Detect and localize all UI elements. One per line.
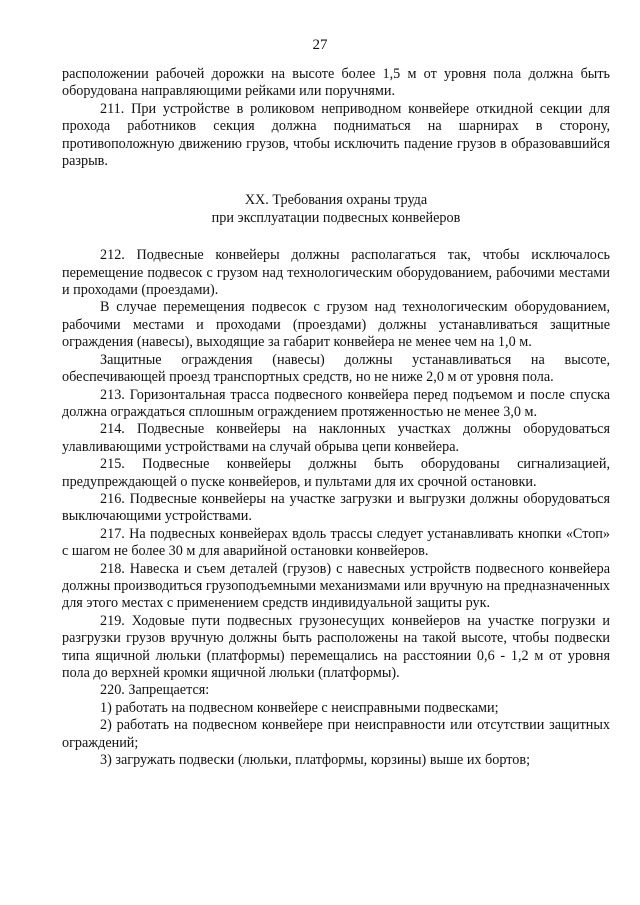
- page-number: 27: [312, 37, 328, 53]
- section-heading: [62, 192, 610, 227]
- paragraph-216: 216. Подвесные конвейеры на участке загрузки и выгрузки должны оборудоваться выключающими устройствами.: [62, 490, 610, 525]
- paragraph-212-part-2: В случае перемещения подвесок с грузом над технологическим оборудованием, рабочими местами и проходами (проездами) должны устанавливаться защитные ограждения (навесы), выходящие за габарит конвейера не менее чем на 1,0 м.: [62, 299, 610, 351]
- paragraph-217: 217. На подвесных конвейерах вдоль трассы следует устанавливать кнопки «Стоп» с шагом не более 30 м для аварийной остановки конвейеров.: [62, 525, 610, 560]
- paragraph-212: 212. Подвесные конвейеры должны располагаться так, чтобы исключалось перемещение подвесок с грузом над технологическим оборудованием, рабочими местами и проходами (проездами).: [62, 247, 610, 299]
- paragraph-219: 219. Ходовые пути подвесных грузонесущих конвейеров на участке погрузки и разгрузки грузов вручную должны быть расположены на такой высоте, чтобы подвески типа ящичной люльки (платформы) перемещались на расстоянии 0,6 - 1,2 м от уровня пола до верхней кромки ящичной люльки (платформы).: [62, 612, 610, 681]
- document-body: [62, 66, 610, 769]
- paragraph-218: 218. Навеска и съем деталей (грузов) с навесных устройств подвесного конвейера должны производиться грузоподъемными механизмами или вручную на предназначенных для этого местах с применением средств индивидуальной защиты рук.: [62, 560, 610, 612]
- list-item-1: 1) работать на подвесном конвейере с неисправными подвесками;: [100, 699, 499, 716]
- paragraph-continuation: расположении рабочей дорожки на высоте более 1,5 м от уровня пола должна быть оборудована направляющими рейками или поручнями.: [62, 66, 610, 100]
- section-title-line-2: при эксплуатации подвесных конвейеров: [211, 209, 461, 226]
- list-item-3: 3) загружать подвески (люльки, платформы, корзины) выше их бортов;: [100, 752, 531, 769]
- paragraph-214: 214. Подвесные конвейеры на наклонных участках должны оборудоваться улавливающими устройствами на случай обрыва цепи конвейера.: [62, 421, 610, 455]
- paragraph-215: 215. Подвесные конвейеры должны быть оборудованы сигнализацией, предупреждающей о пуске конвейеров, и пультами для их срочной остановки.: [62, 456, 610, 490]
- section-title-line-1: XX. Требования охраны труда: [244, 192, 428, 209]
- paragraph-211: 211. При устройстве в роликовом неприводном конвейере откидной секции для прохода работников секция должна подниматься на шарнирах в сторону, противоположную движению грузов, чтобы исключить падение грузов в образовавшийся разрыв.: [62, 100, 610, 170]
- paragraph-213: 213. Горизонтальная трасса подвесного конвейера перед подъемом и после спуска должна ограждаться сплошным ограждением протяженностью не менее 3,0 м.: [62, 386, 610, 420]
- paragraph-220: 220. Запрещается:: [100, 682, 210, 699]
- paragraph-212-part-3: Защитные ограждения (навесы) должны устанавливаться на высоте, обеспечивающей проезд транспортных средств, но не ниже 2,0 м от уровня пола.: [62, 351, 610, 386]
- list-item-2: 2) работать на подвесном конвейере при неисправности или отсутствии защитных ограждений;: [62, 717, 610, 751]
